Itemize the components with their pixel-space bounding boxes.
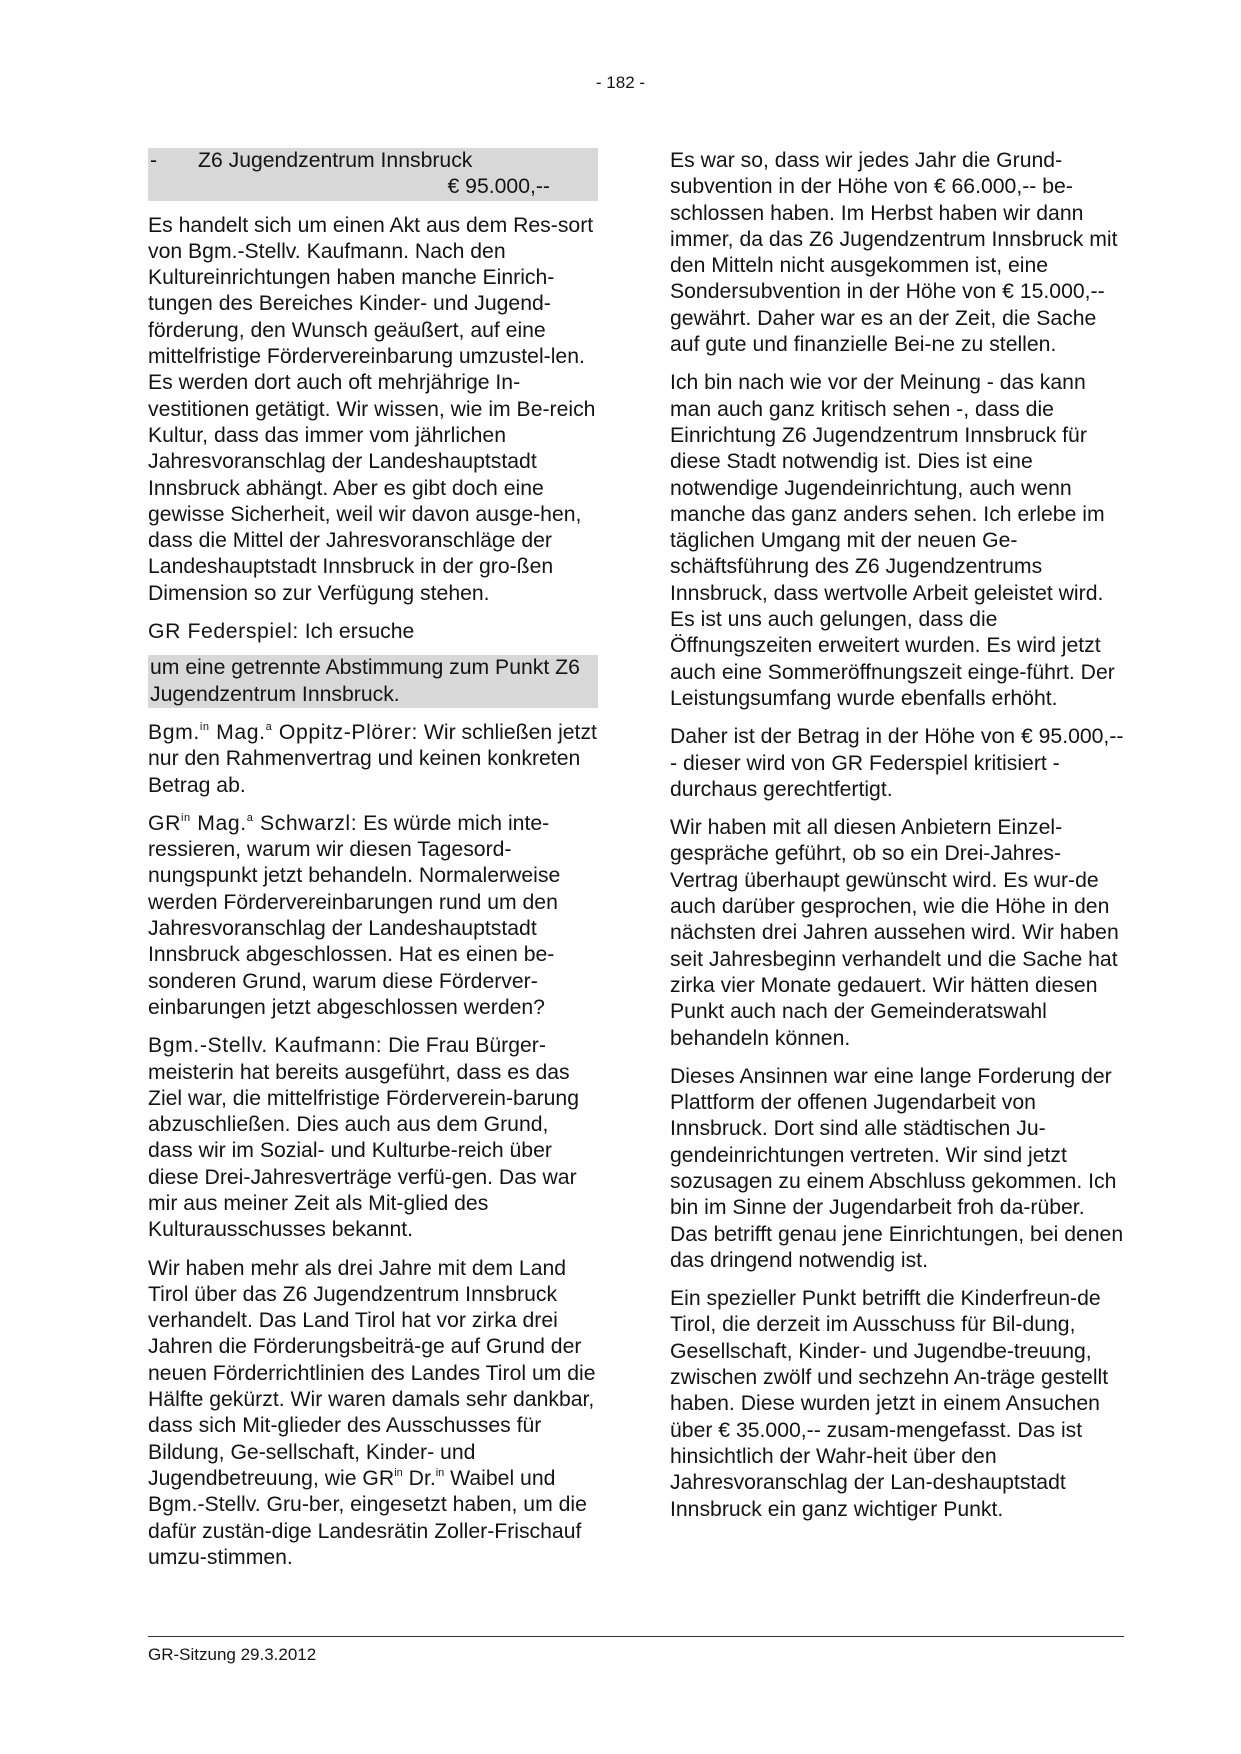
budget-item-amount: € 95.000,-- xyxy=(447,175,550,199)
budget-item-dash: - xyxy=(150,149,158,172)
paragraph-meinung: Ich bin nach wie vor der Meinung - das kann man auch ganz kritisch sehen -, dass die Einrichtung Z6 Jugendzentrum Innsbruck für diese Stadt notwendig ist. Dies ist eine notwendige Jugendeinrichtung, auch wenn manche das ganz anders sehen. Ich erlebe im täglichen Umgang mit der neuen Ge-schäftsführung des Z6 Jugendzentrums Innsbruck, dass wertvolle Arbeit geleistet wird. Es ist uns auch gelungen, dass die Öffnungszeiten erweitert wurden. Es wird jetzt auch eine Sommeröffnungszeit einge-führt. Der Leistungsumfang wurde ebenfalls erhöht. xyxy=(670,371,1115,710)
budget-item-z6 xyxy=(148,148,598,201)
speaker-name: Bgm.-Stellv. Kaufmann: xyxy=(148,1034,383,1058)
paragraph-plattform: Dieses Ansinnen war eine lange Forderung der Plattform der offenen Jugendarbeit von Innsbruck. Dort sind alle städtischen Ju-gendeinrichtungen vertreten. Wir sind jetzt sozusagen zu einem Abschluss gekommen. Ich bin im Sinne der Jugendarbeit froh da-rüber. Das betrifft genau jene Einrichtungen, bei denen das dringend notwendig ist. xyxy=(670,1064,1124,1272)
paragraph-kaufmann xyxy=(148,1033,598,1243)
paragraph-federspiel xyxy=(148,619,598,645)
speech-text: Wir schließen jetzt nur den Rahmenvertrag und keinen konkreten Betrag ab. xyxy=(148,720,597,797)
footer-session-date: GR-Sitzung 29.3.2012 xyxy=(148,1645,317,1664)
right-column xyxy=(670,148,1125,1535)
speaker-name: GR Federspiel: xyxy=(148,620,299,644)
budget-item-title: Z6 Jugendzentrum Innsbruck xyxy=(198,149,473,172)
paragraph-schwarzl xyxy=(148,811,598,1021)
speech-text: Es würde mich inte-ressieren, warum wir diesen Tagesord-nungspunkt jetzt behandeln. Normalerweise werden Fördervereinbarungen rund um den Jahresvoranschlag der Landeshauptstadt Innsbruck abgeschlossen. Hat es einen be-sonderen Grund, warum diese Förderver-einbarungen jetzt abgeschlossen werden? xyxy=(148,811,561,1019)
paragraph-subvention: Es war so, dass wir jedes Jahr die Grund-subvention in der Höhe von € 66.000,-- be-schlossen haben. Im Herbst haben wir dann immer, da das Z6 Jugendzentrum Innsbruck mit den Mitteln nicht ausgekommen ist, eine Sondersubvention in der Höhe von € 15.000,-- gewährt. Daher war es an der Zeit, die Sache auf gute und finanzielle Bei-ne zu stellen. xyxy=(670,149,1118,357)
paragraph-oppitz xyxy=(148,720,598,799)
paragraph-betrag: Daher ist der Betrag in der Höhe von € 95.000,-- - dieser wird von GR Federspiel kritisiert - durchaus gerechtfertigt. xyxy=(670,725,1124,801)
speech-text: Ich ersuche xyxy=(304,620,415,644)
paragraph-kinderfreunde: Ein spezieller Punkt betrifft die Kinderfreun-de Tirol, die derzeit im Ausschuss für Bil-dung, Gesellschaft, Kinder- und Jugendbe-treuung, zwischen zwölf und sechzehn An-träge gestellt haben. Diese wurden jetzt in einem Ansuchen über € 35.000,-- zusam-mengefasst. Das ist hinsichtlich der Wahr-heit über den Jahresvoranschlag der Lan-deshauptstadt Innsbruck ein ganz wichtiger Punkt. xyxy=(670,1287,1109,1521)
paragraph-intro: Es handelt sich um einen Akt aus dem Res-sort von Bgm.-Stellv. Kaufmann. Nach den Kultureinrichtungen haben manche Einrich-tungen des Bereiches Kinder- und Jugend-förderung, den Wunsch geäußert, auf eine mittelfristige Fördervereinbarung umzustel-len. Es werden dort auch oft mehrjährige In-vestitionen getätigt. Wir wissen, wie im Be-reich Kultur, dass das immer vom jährlichen Jahresvoranschlag der Landeshauptstadt Innsbruck abhängt. Aber es gibt doch eine gewisse Sicherheit, weil wir davon ausge-hen, dass die Mittel der Jahresvoranschläge der Landeshauptstadt Innsbruck in der gro-ßen Dimension so zur Verfügung stehen. xyxy=(148,213,596,605)
footer-divider xyxy=(148,1636,1124,1637)
speaker-name: Bgm.$^{in}$ Mag.$^a$ Oppitz-Plörer: xyxy=(148,720,418,744)
speaker-name: $GR^{in}$ Mag.$^a$ Schwarzl: xyxy=(148,811,358,835)
paragraph-einzelgespraeche: Wir haben mit all diesen Anbietern Einzel-gespräche geführt, ob so ein Drei-Jahres-Vertrag überhaupt gewünscht wird. Es wur-de auch darüber gesprochen, wie die Höhe in den nächsten drei Jahren aussehen wird. Wir haben seit Jahresbeginn verhandelt und die Sache hat zirka vier Monate gedauert. Wir hätten diesen Punkt auch nach der Gemeinderatswahl behandeln können. xyxy=(670,816,1119,1050)
left-column xyxy=(148,148,598,1583)
paragraph-land-tirol: Wir haben mehr als drei Jahre mit dem Land Tirol über das Z6 Jugendzentrum Innsbruck verhandelt. Das Land Tirol hat vor zirka drei Jahren die Förderungsbeiträ-ge auf Grund der neuen Förderrichtlinien des Landes Tirol um die Hälfte gekürzt. Wir waren damals sehr dankbar, dass sich Mit-glieder des Ausschusses für Bildung, Ge-sellschaft, Kinder- und Jugendbetreuung, wie $GR^{in}$ Dr.$^{in}$ Waibel und Bgm.-Stellv. Gru-ber, eingesetzt haben, um die dafür zustän-dige Landesrätin Zoller-Frischauf umzu-stimmen. xyxy=(148,1256,596,1569)
speech-text: Die Frau Bürger-meisterin hat bereits ausgeführt, dass es das Ziel war, die mittelfristige Förderverein-barung abzuschließen. Dies auch aus dem Grund, dass wir im Sozial- und Kulturbe-reich über diese Drei-Jahresverträge verfü-gen. Das war mir aus meiner Zeit als Mit-glied des Kulturausschusses bekannt. xyxy=(148,1034,579,1242)
highlighted-request: um eine getrennte Abstimmung zum Punkt Z6 Jugendzentrum Innsbruck. xyxy=(148,655,598,708)
page-number: - 182 - xyxy=(595,73,646,92)
